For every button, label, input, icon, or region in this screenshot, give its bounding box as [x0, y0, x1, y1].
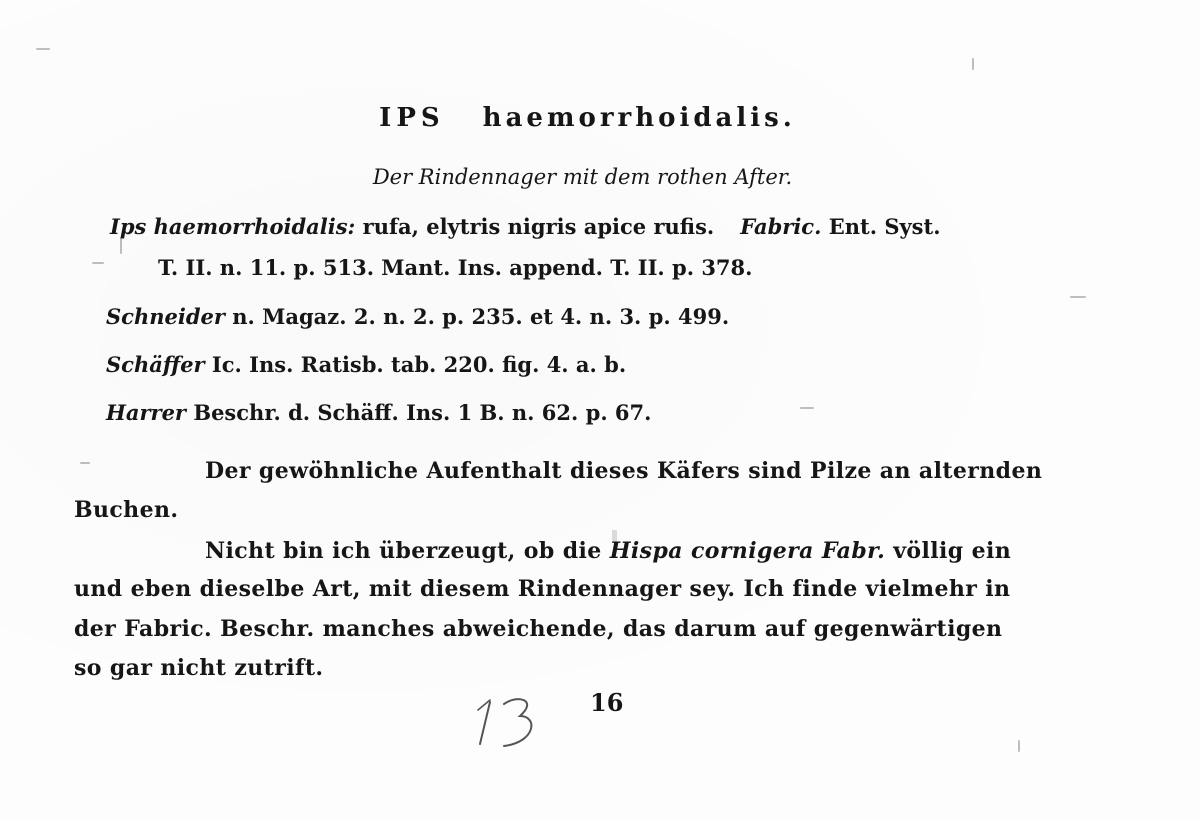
scan-speck: [120, 238, 122, 254]
reference-author: Harrer: [106, 400, 187, 425]
scan-speck: [972, 58, 974, 70]
body-italic-reference: Hispa cornigera Fabr.: [609, 538, 886, 564]
title-genus: IPS: [379, 103, 445, 133]
scan-speck: [92, 262, 104, 264]
page-subtitle: Der Rindennager mit dem rothen After.: [372, 165, 793, 189]
scan-speck: [800, 407, 814, 409]
reference-author: Fabric.: [740, 214, 822, 239]
body-text-line: [205, 538, 1011, 564]
body-text-line: Der gewöhnliche Aufenthalt dieses Käfers sind Pilze an alternden: [205, 458, 1043, 484]
body-text-line: so gar nicht zutrift.: [74, 655, 324, 681]
reference-text: rufa, elytris nigris apice rufis.: [355, 214, 715, 239]
reference-text: Beschr. d. Schäff. Ins. 1 B. n. 62. p. 67.: [186, 400, 652, 425]
scan-speck: [36, 48, 50, 50]
reference-line: [106, 352, 626, 377]
body-text-line: und eben dieselbe Art, mit diesem Rindennager sey. Ich finde vielmehr in: [74, 576, 1011, 602]
reference-text: Ic. Ins. Ratisb. tab. 220. fig. 4. a. b.: [204, 352, 627, 377]
reference-text: n. Magaz. 2. n. 2. p. 235. et 4. n. 3. p. 499.: [224, 304, 730, 329]
scan-speck: [80, 462, 90, 464]
handwritten-note: [476, 690, 556, 758]
scan-speck: [1070, 296, 1086, 298]
page-number: 16: [590, 688, 624, 717]
reference-lead: Ips haemorrhoidalis:: [110, 214, 356, 239]
body-text-line: Buchen.: [74, 497, 179, 523]
reference-line: [106, 400, 651, 425]
page-title: [0, 103, 1175, 133]
title-species: haemorrhoidalis.: [482, 103, 796, 133]
reference-author: Schäffer: [106, 352, 205, 377]
body-text-line: der Fabric. Beschr. manches abweichende, das darum auf gegenwärtigen: [74, 616, 1003, 642]
body-text: völlig ein: [885, 538, 1012, 564]
scan-speck: [1018, 740, 1020, 752]
reference-text: Ent. Syst.: [821, 214, 941, 239]
reference-text: T. II. n. 11. p. 513. Mant. Ins. append. T. II. p. 378.: [158, 255, 753, 280]
handwritten-note-drawing: [476, 690, 556, 754]
reference-line: [106, 304, 729, 329]
reference-line: [158, 255, 752, 280]
reference-author: Schneider: [106, 304, 225, 329]
body-text: Nicht bin ich überzeugt, ob die: [205, 538, 610, 564]
reference-line: [110, 214, 941, 239]
